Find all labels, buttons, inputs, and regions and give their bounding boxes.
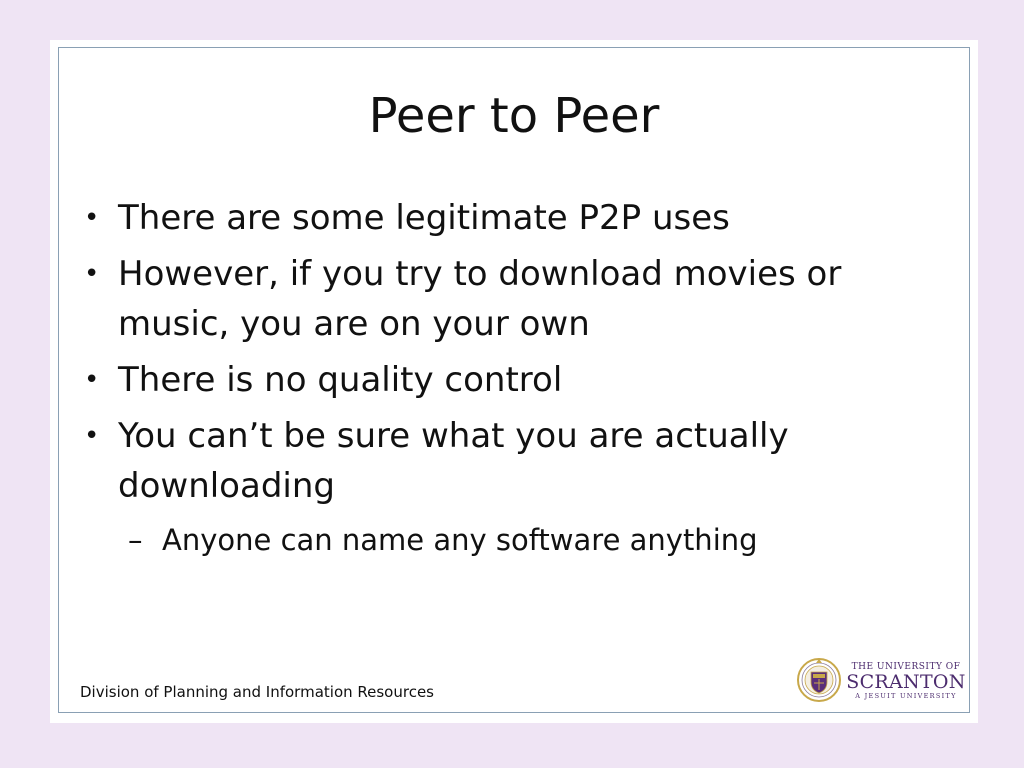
sub-bullet-item	[80, 517, 950, 563]
university-seal-icon	[796, 652, 842, 708]
logo-line-1: THE UNIVERSITY OF	[851, 662, 961, 672]
slide-content	[80, 193, 950, 563]
slide-title: Peer to Peer	[368, 88, 660, 144]
bullet-text: However, if you try to download movies or music, you are on your own	[118, 254, 842, 344]
sub-bullet-list	[80, 517, 950, 563]
university-logo	[796, 652, 968, 708]
bullet-glyph: •	[84, 203, 100, 233]
bullet-list	[80, 193, 950, 511]
university-wordmark	[846, 662, 966, 701]
logo-line-3: A JESUIT UNIVERSITY	[855, 692, 957, 700]
bullet-text: You can’t be sure what you are actually downloading	[118, 416, 789, 506]
logo-line-2: SCRANTON	[846, 671, 966, 693]
bullet-text: There is no quality control	[118, 360, 563, 400]
bullet-glyph: •	[84, 365, 100, 395]
sub-bullet-text: Anyone can name any software anything	[162, 523, 758, 557]
bullet-item	[80, 355, 950, 405]
bullet-text: There are some legitimate P2P uses	[118, 198, 730, 238]
bullet-glyph: •	[84, 259, 100, 289]
bullet-item	[80, 193, 950, 243]
bullet-item	[80, 411, 950, 511]
bullet-glyph: •	[84, 421, 100, 451]
sub-bullet-glyph: –	[128, 523, 143, 557]
bullet-item	[80, 249, 950, 349]
footer-text: Division of Planning and Information Resources	[80, 683, 434, 701]
